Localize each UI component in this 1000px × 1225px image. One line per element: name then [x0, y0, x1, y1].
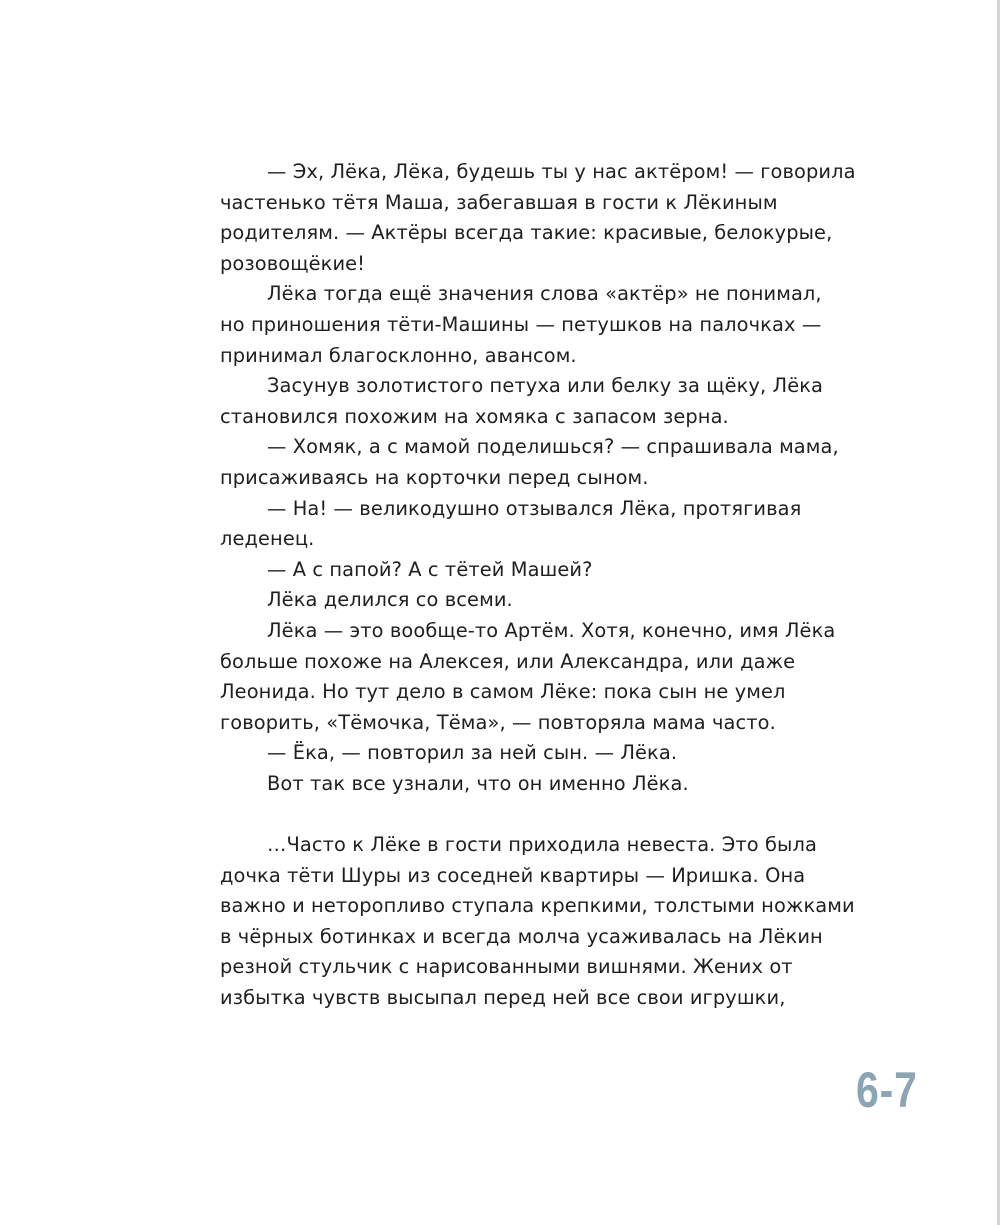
- text-section-1: [220, 157, 870, 799]
- text-line: — А с папой? А с тётей Машей?: [267, 557, 593, 581]
- text-line: но приношения тёти-Машины — петушков на палочках —: [220, 312, 822, 336]
- text-line: в чёрных ботинках и всегда молча усаживалась на Лёкин: [220, 924, 823, 948]
- text-line: — Эх, Лёка, Лёка, будешь ты у нас актёром! — говорила: [267, 160, 856, 183]
- text-line: принимал благосклонно, авансом.: [220, 343, 577, 367]
- text-line: Вот так все узнали, что он именно Лёка.: [267, 771, 689, 795]
- text-line: розовощёкие!: [220, 251, 366, 275]
- text-section-2: [220, 830, 870, 1014]
- text-line: больше похоже на Алексея, или Александра, или даже: [220, 649, 796, 673]
- text-line: присаживаясь на корточки перед сыном.: [220, 465, 649, 489]
- book-page-text: [220, 157, 870, 1014]
- text-line: Засунув золотистого петуха или белку за щёку, Лёка: [267, 374, 824, 398]
- text-line: избытка чувств высыпал перед ней все свои игрушки,: [220, 986, 786, 1010]
- text-line: — Хомяк, а с мамой поделишься? — спрашивала мама,: [267, 435, 839, 459]
- text-line: Лёка делился со всеми.: [267, 588, 513, 612]
- text-line: резной стульчик с нарисованными вишнями. Жених от: [220, 955, 793, 979]
- text-line: — Ёка, — повторил за ней сын. — Лёка.: [267, 741, 678, 765]
- text-line: …Часто к Лёке в гости приходила невеста. Это была: [267, 833, 817, 857]
- text-line: — На! — великодушно отзывался Лёка, протягивая: [267, 496, 802, 520]
- text-line: дочка тёти Шуры из соседней квартиры — Иришка. Она: [220, 863, 806, 887]
- text-line: Леонида. Но тут дело в самом Лёке: пока сын не умел: [220, 680, 786, 704]
- section-break: [220, 799, 870, 830]
- page-number: 6-7: [856, 1062, 918, 1118]
- text-line: леденец.: [220, 527, 315, 551]
- text-line: важно и неторопливо ступала крепкими, толстыми ножками: [220, 894, 855, 918]
- text-line: родителям. — Актёры всегда такие: красивые, белокурые,: [220, 221, 833, 245]
- text-line: говорить, «Тёмочка, Тёма», — повторяла мама часто.: [220, 710, 776, 734]
- text-line: частенько тётя Маша, забегавшая в гости к Лёкиным: [220, 190, 778, 214]
- text-line: Лёка тогда ещё значения слова «актёр» не понимал,: [267, 282, 822, 306]
- text-line: Лёка — это вообще-то Артём. Хотя, конечно, имя Лёка: [267, 618, 836, 642]
- text-line: становился похожим на хомяка с запасом зерна.: [220, 404, 729, 428]
